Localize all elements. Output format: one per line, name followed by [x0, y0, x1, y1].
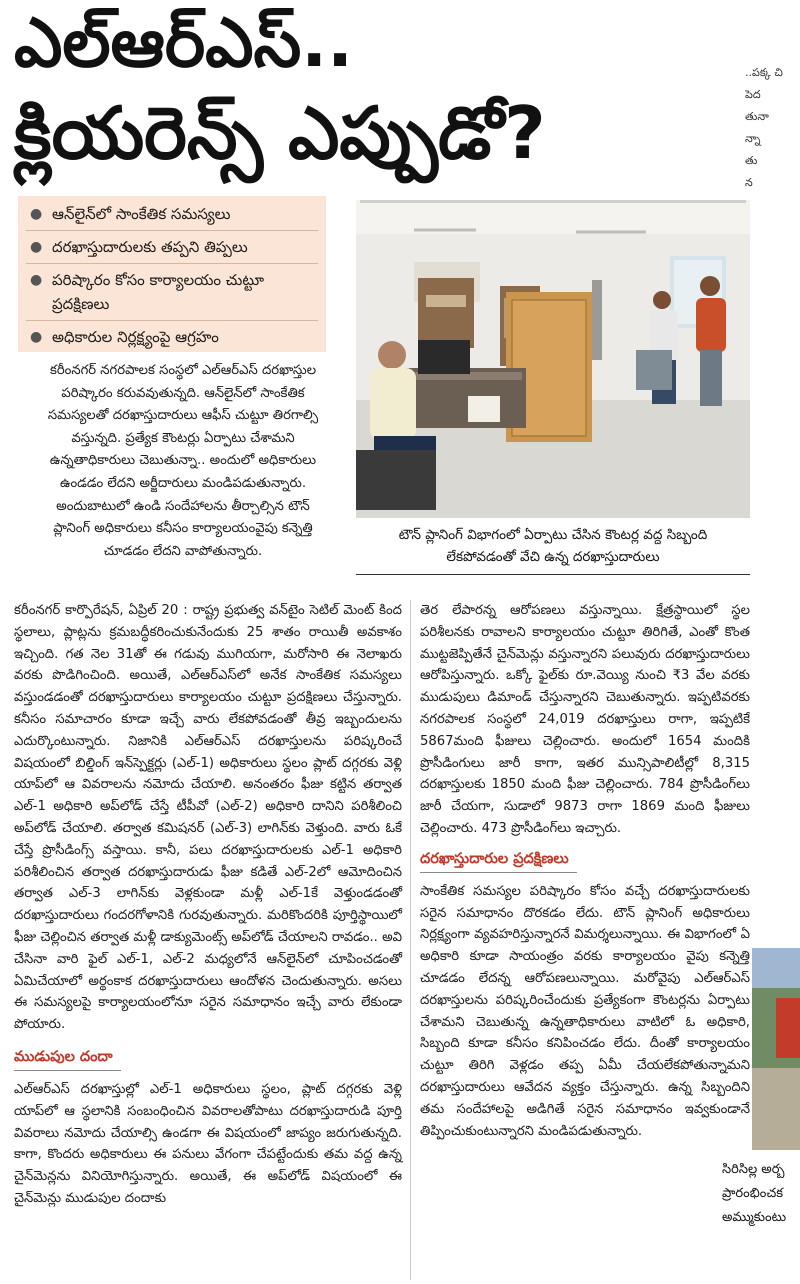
headline: [14, 4, 734, 182]
subheading-bribes: ముడుపుల దందా: [14, 1044, 121, 1071]
intro-line: అందుబాటులో ఉండి సందేహాలను తీర్చాల్సిన టౌన్: [56, 498, 310, 514]
headline-line-2: క్లియరెన్స్ ఎప్పుడో?: [14, 91, 546, 175]
intro-line: వస్తున్నది. ప్రత్యేక కౌంటర్లు ఏర్పాటు చేశామని: [71, 430, 295, 446]
highlight-item: [26, 202, 318, 226]
body-paragraph: తెర లేపారన్న ఆరోపణలు వస్తున్నాయి. క్షేత్రస్థాయిలో స్థల పరిశీలనకు రావాలని కార్యాలయం చుట్టూ తిరిగితే, ఎంతో కొంత ముట్టజెప్పితేనే చైన్‌మెన్లు వస్తున్నారని పలువురు దరఖాస్తుదారులు ఆరోపిస్తున్నారు. ఒక్కో ఫైల్‌కు రూ.వెయ్యి నుంచి ₹3 వేల వరకు ముడుపులు డిమాండ్ చేస్తున్నారని చెబుతున్నారు. ఇప్పటివరకు నగరపాలక సంస్థలో 24,019 దరఖాస్తులు రాగా, ఇప్పటికే 5867మంది ఫీజులు చెల్లించారు. అందులో 1654 మందికి ప్రొసీడింగులు జారీ కాగా, ఇతర మున్సిపాలిటీల్లో 8,315 దరఖాస్తులకు 1850 మంది ఫీజు చెల్లించారు. 784 ప్రొసీడింగ్‌లు జారీ చేయగా, సుడాలో 9873 రాగా 1869 మంది ఫీజులు చెల్లించారు. 473 ప్రొసీడింగ్‌లు ఇచ్చారు.: [420, 603, 750, 836]
side-strip-line: పెద: [745, 88, 761, 101]
adjacent-caption-line: ప్రారంభించక: [722, 1186, 783, 1201]
adjacent-caption-line: సిరిసిల్ల అర్బ: [722, 1162, 785, 1177]
divider: [26, 230, 318, 231]
body-paragraph: సాంకేతిక సమస్యల పరిష్కారం కోసం వచ్చే దరఖాస్తుదారులకు సరైన సమాధానం దొరకడం లేదు. టౌన్ ప్లానింగ్ అధికారులు నిర్లక్ష్యంగా వ్యవహరిస్తున్నారనే విమర్శలున్నాయి. ఈ విభాగంలో ఏ అధికారి కూడా సాయంత్రం వరకు కార్యాలయం వైపు కన్నెత్తి చూడడం లేదన్న ఆరోపణలున్నాయి. మరోవైపు ఎల్ఆర్ఎస్ దరఖాస్తులను పరిష్కరించేందుకు ప్రత్యేకంగా కౌంటర్లను ఏర్పాటు చేశామని చెబుతున్న ఉన్నతాధికారులు వాటిలో ఓ అధికారి, సిబ్బంది కూడా కనీసం కనిపించడం లేదు. దీంతో కార్యాలయం చుట్టూ తిరిగి వెళ్లడం తప్ప ఏమీ చేయలేకపోతున్నామని దరఖాస్తుదారులు ఆవేదన వ్యక్తం చేస్తున్నారు. ఉన్న సిబ్బందిని తమ సందేహాలపై అడిగితే సరైన సమాధానం ఇవ్వకుండానే తిప్పించుకుంటున్నారని మండిపడుతున్నారు.: [420, 883, 750, 1139]
intro-line: ప్లానింగ్ అధికారులు కనీసం కార్యాలయంవైపు కన్నెత్తి: [53, 521, 313, 537]
body-paragraph: కరీంనగర్ కార్పొరేషన్, ఏప్రిల్ 20 : రాష్ట్ర ప్రభుత్వ వన్‌టైం సెటిల్ మెంట్ కింద స్థలాలు, ప్లాట్లను క్రమబద్ధీకరించుకునేందుకు 25 శాతం రాయితీ అవకాశం ఇచ్చింది. గత నెల 31తో ఈ గడువు ముగియగా, మరోసారి ఈ నెలాఖరు వరకు పొడిగించింది. అయితే, ఎల్ఆర్ఎస్‌లో అనేక సాంకేతిక సమస్యలు వస్తుండడంతో దరఖాస్తుదారులు కార్యాలయం చుట్టూ ప్రదక్షిణలు చేస్తున్నారు. కనీసం సమాచారం కూడా ఇచ్చే వారు లేకపోవడంతో తీవ్ర ఇబ్బందులను ఎదుర్కొంటున్నారు. నిజానికి ఎల్ఆర్ఎస్ దరఖాస్తులను పరిష్కరించే విషయంలో బిల్డింగ్ ఇన్‌స్పెక్టర్లు (ఎల్-1) అధికారులు స్థలం ప్లాట్ దగ్గరకు వెళ్లి యాప్‌లో ఆ వివరాలను నమోదు చేయాలి. అనంతరం ఫీజు కట్టిన తర్వాత ఎల్-1 అధికారి అప్‌లోడ్ చేస్తే టీపీవో (ఎల్-2) అధికారి దానిని పరిశీలించి అప్‌లోడ్ చేయాలి. తర్వాత కమిషనర్ (ఎల్-3) లాగిన్‌కు వెళ్తుంది. వారు ఓకే చేస్తే ప్రొసీడింగ్స్ వస్తాయి. కానీ, పలు దరఖాస్తుదారులకు ఎల్-1 అధికారి పరిశీలించిన తర్వాత దరఖాస్తుదారుడు ఫీజు కడితే ఎల్-2లో ఆమోదించిన తర్వాత ఎల్-3 లాగిన్‌కు వెళ్లకుండా మళ్లీ ఎల్-1కే వెళ్తుండడంతో దరఖాస్తుదారులు గందరగోళానికి గురవుతున్నారు. మరికొందరికి పూర్తిస్థాయిలో ఫీజు చెల్లించిన తర్వాత మళ్లీ డాక్యుమెంట్స్ అప్‌లోడ్ చేయాలని రావడం.. అవి చేసినా వారి ఫైల్ ఎల్-1, ఎల్-2 మధ్యలోనే ఆన్‌లైన్‌లో చూపించడంతో ఏమిచేయాలో అర్థంకాక దరఖాస్తుదారులు ఆందోళన చెందుతున్నారు. అసలు ఈ సమస్యలపై కార్యాలయంలోనూ సరైన సమాధానం ఇచ్చే వారు లేకుండా పోయారు.: [14, 603, 402, 1033]
adjacent-article-strip: [745, 62, 800, 262]
side-strip-line: న్నా: [745, 132, 761, 145]
adjacent-photo-illustration: [752, 948, 800, 1150]
headline-line-1: ఎల్ఆర్ఎస్..: [14, 4, 353, 83]
side-strip-line: న: [745, 176, 753, 189]
intro-line: కరీంనగర్ నగరపాలక సంస్థలో ఎల్ఆర్ఎస్ దరఖాస్తుల: [49, 363, 317, 378]
intro-line: సమస్యలతో దరఖాస్తుదారులు ఆఫీస్ చుట్టూ తిరగాల్సి: [47, 408, 319, 424]
divider: [26, 320, 318, 321]
intro-line: పరిష్కారం కరువవుతున్నది. ఆన్‌లైన్‌లో సాంకేతిక: [61, 385, 305, 401]
highlight-text: దరఖాస్తుదారులకు తప్పని తిప్పలు: [52, 238, 248, 256]
divider: [26, 263, 318, 264]
side-strip-line: ..పక్క చి: [745, 66, 783, 79]
body-column-right: [420, 600, 750, 1142]
office-photo: [356, 200, 750, 518]
bullet-icon: ●: [30, 239, 43, 255]
intro-paragraph: [14, 360, 352, 563]
highlights-box: [18, 196, 326, 352]
bullet-icon: ●: [30, 206, 43, 222]
highlight-text: ఆన్‌లైన్‌లో సాంకేతిక సమస్యలు: [52, 205, 231, 223]
highlight-item: [26, 235, 318, 259]
side-strip-line: తునా: [745, 110, 769, 123]
bullet-icon: ●: [30, 272, 43, 288]
column-divider: [410, 600, 411, 1280]
highlight-text: అధికారుల నిర్లక్ష్యంపై ఆగ్రహం: [52, 328, 219, 346]
adjacent-caption-line: అమ్ముకుంటు: [722, 1210, 787, 1225]
highlight-item: [26, 325, 318, 349]
caption-line-1: టౌన్ ప్లానింగ్ విభాగంలో ఏర్పాటు చేసిన కౌంటర్ల వద్ద సిబ్బంది: [398, 527, 708, 543]
body-paragraph: ఎల్ఆర్ఎస్ దరఖాస్తుల్లో ఎల్-1 అధికారులు స్థలం, ప్లాట్ దగ్గరకు వెళ్లి యాప్‌లో ఆ స్థలానికి సంబంధించిన వివరాలతోపాటు దరఖాస్తుదారుడి పూర్తి వివరాలు నమోదు చేయాల్సి ఉండగా ఈ విషయంలో జాప్యం జరుగుతున్నది. కాగా, కొందరు అధికారులు ఈ పనులు వేగంగా చేపట్టేందుకు తమ వద్ద ఉన్న చైన్‌మెన్లను వినియోగిస్తున్నారు. అయితే, ఈ అప్‌లోడ్ విషయంలో ఈ చైన్‌మెన్లు ముడుపుల దందాకు: [14, 1081, 402, 1206]
highlight-item: [26, 268, 318, 316]
intro-line: చూడడం లేదని వాపోతున్నారు.: [103, 543, 263, 559]
adjacent-article-photo: [752, 948, 800, 1150]
bullet-icon: ●: [30, 329, 43, 345]
intro-line: ఉండడం లేదని అర్జీదారులు మండిపడుతున్నారు.: [59, 475, 307, 491]
intro-line: ఉన్నతాధికారులు చెబుతున్నా.. అందులో అధికారులు: [49, 453, 317, 469]
side-strip-line: తు: [745, 154, 758, 167]
adjacent-article-caption: [722, 1158, 800, 1230]
body-column-left: [14, 600, 402, 1210]
office-photo-illustration: [356, 200, 750, 518]
caption-line-2: లేకపోవడంతో వేచి ఉన్న దరఖాస్తుదారులు: [356, 546, 750, 575]
subheading-applicants-rounds: దరఖాస్తుదారుల ప్రదక్షిణలు: [420, 846, 577, 873]
highlight-text: పరిష్కారం కోసం కార్యాలయం చుట్టూ ప్రదక్షిణలు: [52, 271, 264, 313]
photo-caption: [356, 524, 750, 575]
